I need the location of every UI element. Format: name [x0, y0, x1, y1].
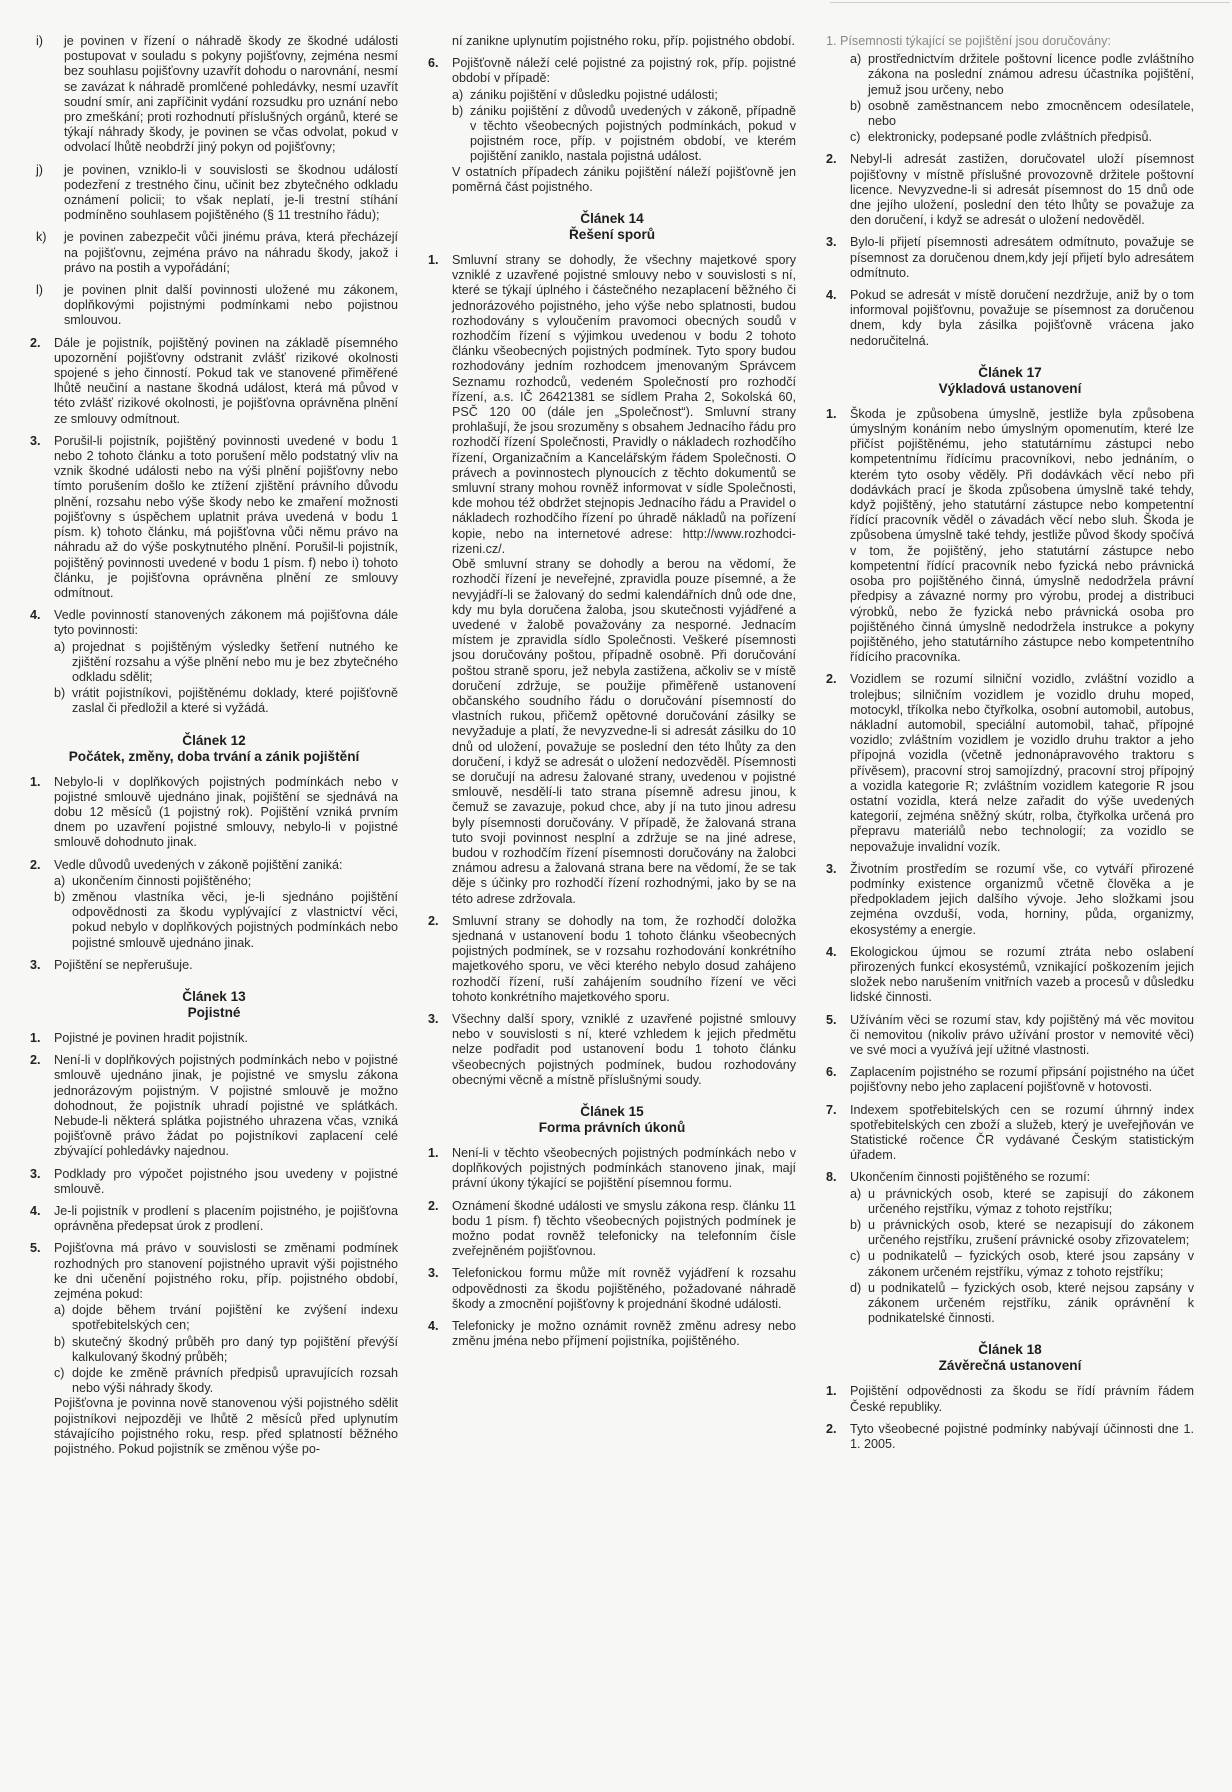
paragraph: 4. Ekologickou újmou se rozumí ztráta nebo oslabení přirozených funkcí ekosystémů, vznikající poškozením jejich složek nebo narušením vnitřních vazeb a procesů v důsledku lidské činnosti. — [826, 944, 1194, 1005]
list-item: j) je povinen, vzniklo-li v souvislosti se škodnou událostí podezření z trestného činu, učinit bez zbytečného odkladu oznámení policii; to však neplatí, je-li trestní stíhání podmíněno souhlasem pojištěného (§ 11 trestního řádu); — [36, 162, 398, 223]
article-heading: Článek 18 Závěrečná ustanovení — [938, 1342, 1082, 1374]
paragraph: 4. Je-li pojistník v prodlení s placením pojistného, je pojišťovna oprávněna předepsat úrok z prodlení. — [30, 1204, 398, 1234]
paragraph: 2. Smluvní strany se dohodly na tom, že rozhodčí doložka sjednaná v ustanovení bodu 1 tohoto článku všeobecných pojistných podmínek, se v rozsahu rozhodování konkrétního majetkového sporu, ve věci kterého nebylo dosud zahájeno rozhodčí řízení, ruší zahájením soudního řízení ve věci tohoto konkrétního majetkového sporu. — [428, 913, 796, 1004]
paragraph: 5. Pojišťovna má právo v souvislosti se změnami podmínek rozhodných pro stanovení pojistného upravit výši pojistného ke dni učenění pojistného roku, příp. pojistného období, zejména pokud: a) dojde během trvání pojištění ke zvýšení indexu spotřebitelských cen; b) skutečný škodný průběh pro daný typ pojištění převýší kalkulovaný škodný průběh; c) dojde ke změně právních předpisů upravujících rozsah nebo výši náhrady škody. Pojišťovna je povinna nově stanovenou výši pojistného sdělit pojistníkovi nejpozději ve lhůtě 2 měsíců před uplynutím stávajícího pojistného roku, resp. před splatností běžného pojistného. Pokud pojistník se změnou výše po- — [30, 1241, 398, 1457]
paragraph: 6. Zaplacením pojistného se rozumí připsání pojistného na účet pojišťovny nebo jeho zaplacení pojišťovně v hotovosti. — [826, 1065, 1194, 1095]
article-heading: Článek 13 Pojistné — [182, 988, 246, 1020]
paragraph: 6. Pojišťovně náleží celé pojistné za pojistný rok, příp. pojistné období v případě: a) zániku pojištění v důsledku pojistné události; b) zániku pojištění z důvodů uvedených v zákoně, případně v těchto všeobecných pojistných podmínkách, pokud v pojistném roce, příp. v pojistném období, ve kterém pojištění zaniklo, nastala pojistná událost. V ostatních případech zániku pojištění náleží pojišťovně jen poměrná část pojistného. — [428, 56, 796, 194]
paragraph: 3. Telefonickou formu může mít rovněž vyjádření k rozsahu odpovědnosti za škodu pojištěného, požadované náhradě škody a zmocnění pojišťovny k projednání škodné události. — [428, 1266, 796, 1311]
top-divider — [830, 2, 1230, 3]
paragraph: 3. Bylo-li přijetí písemnosti adresátem odmítnuto, považuje se písemnost za doručenou dnem,kdy její přijetí bylo adresátem odmítnuto. — [826, 235, 1194, 280]
paragraph: 3. Podklady pro výpočet pojistného jsou uvedeny v pojistné smlouvě. — [30, 1166, 398, 1196]
paragraph: 1. Nebylo-li v doplňkových pojistných podmínkách nebo v pojistné smlouvě ujednáno jinak, pojištění se sjednává na dobu 12 měsíců (1 pojistný rok). Pojištění vzniká prvním dnem po uzavření pojistné smlouvy, nebylo-li v pojistné smlouvě dohodnuto jinak. — [30, 774, 398, 850]
paragraph: 8. Ukončením činnosti pojištěného se rozumí: a) u právnických osob, které se zapisují do zákonem určeného rejstříku, výmaz z tohoto rejstříku; b) u právnických osob, které se nezapisují do zákonem určeného rejstříku, zrušení právnické osoby zřizovatelem; c) u podnikatelů – fyzických osob, které jsou zapsány v zákonem určeném rejstříku, výmaz z tohoto rejstříku; d) u podnikatelů – fyzických osob, které nejsou zapsány v zákonem určeném rejstříku, zánik oprávnění k podnikatelské činnosti. — [826, 1170, 1194, 1326]
paragraph: 2. Vozidlem se rozumí silniční vozidlo, zvláštní vozidlo a trolejbus; silničním vozidlem je vozidlo druhu moped, motocykl, tříkolka nebo čtyřkolka, osobní automobil, autobus, nákladní automobil, speciální automobil, tahač, přípojné vozidlo; zvláštním vozidlem je vozidlo druhu traktor a jeho přípojná vozidla (včetně jednonápravového traktoru s přívěsem), pracovní stroj samojízdný, pracovní stroj přípojný a vozidla kategorie R; zvláštním vozidlem kategorie R jsou ostatní vozidla, která nelze zařadit do výše uvedených kategorií, zejména sněžný skútr, rolba, čtyřkolka určená pro přepravu materiálů nebo technologií; za vozidlo se nepovažuje invalidní vozík. — [826, 672, 1194, 854]
paragraph: 2. Vedle důvodů uvedených v zákoně pojištění zaniká: a) ukončením činnosti pojištěného; b) změnou vlastníka věci, je-li sjednáno pojištění odpovědnosti za škodu vyplývající z vlastnictví věci, pokud nebylo v doplňkových pojistných podmínkách nebo pojistné smlouvě ujednáno jinak. — [30, 857, 398, 950]
article-heading: Článek 12 Počátek, změny, doba trvání a zánik pojištění — [68, 732, 360, 764]
column-middle: ní zanikne uplynutím pojistného roku, příp. pojistného období. 6. Pojišťovně náleží celé pojistné za pojistný rok, příp. pojistné období v případě: a) zániku pojištění v důsledku pojistné události; b) zániku pojištění z důvodů uvedených v zákoně, případně v těchto všeobecných pojistných podmínkách, pokud v pojistném roce, příp. v pojistném období, ve kterém pojištění zaniklo, nastala pojistná událost. V ostatních případech zániku pojištění náleží pojišťovně jen poměrná část pojistného. Článek 14 Řešení sporů 1. Smluvní strany se dohodly, že všechny majetkové spory vzniklé z uzavřené pojistné smlouvy nebo v souvislosti s ní, které se týkají úplného i částečného nezaplacení běžného či jednorázového pojistného, jeho výše nebo splatnosti, budou rozhodovány s vyloučením pravomoci obecných soudů v rozhodčím řízení s výjimkou uvedenou v bodu 2 tohoto článku všeobecných pojistných podmínek. Tyto spory budou rozhodovány jedním rozhodcem jmenovaným Správcem Seznamu rozhodců, vedeném Společností pro rozhodčí řízení, a.s. IČ 26421381 se sídlem Praha 2, Sokolská 60, PSČ 120 00 (dále jen „Společnost“). Smluvní strany prohlašují, že jsou srozuměny s obsahem Jednacího řádu pro rozhodčí řízení Společnosti, Pravidly o nákladech rozhodčího řízení, Organizačním a Kancelářským řádem Společnosti. O právech a povinnostech plynoucích z těchto dokumentů se smluvní strany mohou rovněž informovat v sídle Společnosti, kde mohou též obdržet stejnopis Jednacího řádu a Pravidel o nákladech rozhodčího řízení po úhradě nákladů na pořízení kopie, nebo na internetové adrese: http://www.rozhodci-rizeni.cz/. Obě smluvní strany se dohodly a berou na vědomí, že rozhodčí řízení je neveřejné, zpravidla pouze písemné, a že nevyjádří-li se žalovaný do sedmi kalendářních dnů ode dne, kdy mu byla doručena žaloba, jsou skutečnosti vyjádřené a uvedené v žalobě považovány za nesporné. Jednacím místem je zpravidla sídlo Společnosti. Veškeré písemnosti jsou doručovány poštou, případně osobně. Při doručování poštou straně sporu, jež nebyla zastižena, ačkoliv se v místě doručení zdržuje, se použije přiměřeně ustanovení občanského soudního řádu o doručování písemností do vlastních rukou, přičemž opětovné doručování zásilky se nevyžaduje a platí, že nevyzvedne-li si adresát zásilku do 10 dnů od uložení, považuje se poslední den této lhůty za den doručení, i když se adresát o uložení nedozvěděl. Písemnosti se doručují na adresu žalované strany, uvedenou v pojistné smlouvě, nesdělí-li tato strana písemně adresu jinou, k čemuž se zavazuje, pokud chce, aby jí na tuto jinou adresu byly písemnosti doručovány. V případě, že žalovaná strana tuto svoji povinnost nesplní a zdržuje se na jiné adrese, budou v rozhodčím řízení písemnosti doručovány na žalobci známou adresu a žalovaná strana bere na vědomí, že se tak děje s účinky pro rozhodčí řízení rozhodnými, jako by se na této adrese zdržovala. 2. Smluvní strany se dohodly na tom, že rozhodčí doložka sjednaná v ustanovení bodu 1 tohoto článku všeobecných pojistných podmínek, se v rozsahu rozhodování konkrétního majetkového sporu, ve věci kterého nebylo dosud zahájeno rozhodčí řízení, ruší zahájením soudního řízení ve věci tohoto konkrétního majetkového sporu. 3. Všechny další spory, vzniklé z uzavřené pojistné smlouvy nebo v souvislosti s ní, které vzhledem k jejich předmětu nelze podřadit pod ustanovení bodu 1 tohoto článku všeobecných pojistných podmínek, budou rozhodovány obecnými věcně a místně příslušnými soudy. Článek 15 Forma právních úkonů 1. Není-li v těchto všeobecných pojistných podmínkách nebo v doplňkových pojistných podmínkách stanoveno jinak, mají právní úkony týkající se pojištění písemnou formu. 2. Oznámení škodné události ve smyslu zákona resp. článku 11 bodu 1 písm. f) těchto všeobecných pojistných podmínek je možno podat rovněž telefonicky na telefonním čísle zveřejněném pojišťovnou. 3. Telefonickou formu může mít rovněž vyjádření k rozsahu odpovědnosti za škodu pojištěného, požadované náhradě škody a zmocnění pojišťovny k projednání škodné události. 4. Telefonicky je možno oznámit rovněž změnu adresy nebo změnu jména nebo příjmení pojistníka, pojištěného. — [428, 34, 796, 1349]
paragraph: 1. Škoda je způsobena úmyslně, jestliže byla způsobena úmyslným konáním nebo úmyslným opomenutím, které lze přičíst pojištěnému, jeho statutárnímu zástupci nebo kompetentnímu řídícímu pracovníkovi, nebo jednáním, o kterém tyto osoby věděly. Při dodávkách věcí nebo při dodávkách prací je škoda způsobena úmyslně také tehdy, když pojištěný, jeho statutární zástupce nebo kompetentní řídící pracovník věděl o závadách věcí nebo sluh. Škoda je způsobena úmyslně také tehdy, jestliže původ škody spočívá v tom, že pojištěný, jeho statutární zástupce nebo kompetentní řídící pracovník nebo fyzická nebo právnická osoba pro pojištěného činná, úmyslně nedodržela právní předpisy a závazné normy pro výrobu, prodej a distribuci výrobků, nebo že fyzická nebo právnická osoba pro pojištěného činná úmyslně nedodržela instrukce a pokyny pojištěného, jeho statutárního zástupce nebo kompetentního řídícího pracovníka. — [826, 406, 1194, 665]
paragraph: a) prostřednictvím držitele poštovní licence podle zvláštního zákona na poslední známou adresu účastníka pojištění, jemuž jsou určeny, nebo b) osobně zaměstnancem nebo zmocněncem odesílatele, nebo c) elektronicky, podepsané podle zvláštních předpisů. — [850, 52, 1194, 145]
column-left — [30, 34, 398, 1464]
paragraph: 3. Porušil-li pojistník, pojištěný povinnosti uvedené v bodu 1 nebo 2 tohoto článku a toto porušení mělo podstatný vliv na vznik škodné události nebo na výši plnění pojišťovny nebo tímto porušením došlo ke ztížení zjištění právního důvodu plnění, rozsahu nebo výše škody nebo ke zmaření možnosti pojišťovny s úspěchem uplatnit práva uvedená v bodu 1 písm. k) tohoto článku, má pojišťovna vůči němu právo na náhradu až do výše poskytnutého plnění. Porušil-li pojistník, pojištěný povinnosti uvedené v bodu 1 písm. f) nebo i) tohoto článku, je pojišťovna oprávněna plnění ze smlouvy odmítnout. — [30, 433, 398, 600]
column-right: 1. Písemnosti týkající se pojištění jsou doručovány: a) prostřednictvím držitele poštovní licence podle zvláštního zákona na poslední známou adresu účastníka pojištění, jemuž jsou určeny, nebo b) osobně zaměstnancem nebo zmocněncem odesílatele, nebo c) elektronicky, podepsané podle zvláštních předpisů. 2. Nebyl-li adresát zastižen, doručovatel uloží písemnost pojišťovny v místně příslušné provozovně držitele poštovní licence. Nevyzvedne-li si adresát písemnost do 15 dnů ode dne jejího uložení, poslední den této lhůty se považuje za den doručení, i když se adresát o uložení nedověděl. 3. Bylo-li přijetí písemnosti adresátem odmítnuto, považuje se písemnost za doručenou dnem,kdy její přijetí bylo adresátem odmítnuto. 4. Pokud se adresát v místě doručení nezdržuje, aniž by o tom informoval pojišťovnu, považuje se písemnost za doručenou dnem, kdy byla zásilka pojišťovně vrácena jako nedoručitelná. Článek 17 Výkladová ustanovení 1. Škoda je způsobena úmyslně, jestliže byla způsobena úmyslným konáním nebo úmyslným opomenutím, které lze přičíst pojištěnému, jeho statutárnímu zástupci nebo kompetentnímu řídícímu pracovníkovi, nebo jednáním, o kterém tyto osoby věděly. Při dodávkách věcí nebo při dodávkách prací je škoda způsobena úmyslně také tehdy, když pojištěný, jeho statutární zástupce nebo kompetentní řídící pracovník věděl o závadách věcí nebo sluh. Škoda je způsobena úmyslně také tehdy, jestliže původ škody spočívá v tom, že pojištěný, jeho statutární zástupce nebo kompetentní řídící pracovník nebo fyzická nebo právnická osoba pro pojištěného činná, úmyslně nedodržela právní předpisy a závazné normy pro výrobu, prodej a distribuci výrobků, nebo že fyzická nebo právnická osoba pro pojištěného činná úmyslně nedodržela instrukce a pokyny pojištěného, jeho statutárního zástupce nebo kompetentního řídícího pracovníka. 2. Vozidlem se rozumí silniční vozidlo, zvláštní vozidlo a trolejbus; silničním vozidlem je vozidlo druhu moped, motocykl, tříkolka nebo čtyřkolka, osobní automobil, autobus, nákladní automobil, speciální automobil, tahač, přípojné vozidlo; zvláštním vozidlem je vozidlo druhu traktor a jeho přípojná vozidla (včetně jednonápravového traktoru s přívěsem), pracovní stroj samojízdný, pracovní stroj přípojný a vozidla kategorie R; zvláštním vozidlem kategorie R jsou ostatní vozidla, která nelze zařadit do výše uvedených kategorií, zejména sněžný skútr, rolba, čtyřkolka určená pro přepravu materiálů nebo technologií; za vozidlo se nepovažuje invalidní vozík. 3. Životním prostředím se rozumí vše, co vytváří přirozené podmínky existence organizmů včetně člověka a je předpokladem jejich dalšího vývoje. Jeho složkami jsou zejména ovzduší, voda, horniny, půda, organizmy, ekosystémy a energie. 4. Ekologickou újmou se rozumí ztráta nebo oslabení přirozených funkcí ekosystémů, vznikající poškozením jejich složek nebo narušením vnitřních vazeb a procesů v důsledku lidské činnosti. 5. Užíváním věci se rozumí stav, kdy pojištěný má věc movitou či nemovitou (nikoliv právo užívání prostor v nemovité věci) ve své moci a využívá její užitné vlastnosti. 6. Zaplacením pojistného se rozumí připsání pojistného na účet pojišťovny nebo jeho zaplacení pojišťovně v hotovosti. 7. Indexem spotřebitelských cen se rozumí úhrnný index spotřebitelských cen zboží a služeb, který je uveřejňován ve Statistické ročence ČR vydávané Českým statistickým úřadem. 8. Ukončením činnosti pojištěného se rozumí: a) u právnických osob, které se zapisují do zákonem určeného rejstříku, výmaz z tohoto rejstříku; b) u právnických osob, které se nezapisují do zákonem určeného rejstříku, zrušení právnické osoby zřizovatelem; c) u podnikatelů – fyzických osob, které jsou zapsány v zákonem určeném rejstříku, výmaz z tohoto rejstříku; d) u podnikatelů – fyzických osob, které nejsou zapsány v zákonem určeném rejstříku, zánik oprávnění k podnikatelské činnosti. Článek 18 Závěrečná ustanovení 1. Pojištění odpovědnosti za škodu se řídí právním řádem České republiky. 2. Tyto všeobecné pojistné podmínky nabývají účinnosti dne 1. 1. 2005. — [826, 34, 1194, 1452]
article-heading: Článek 17 Výkladová ustanovení — [938, 364, 1082, 396]
paragraph: 3. Životním prostředím se rozumí vše, co vytváří přirozené podmínky existence organizmů včetně člověka a je předpokladem jejich dalšího vývoje. Jeho složkami jsou zejména ovzduší, voda, horniny, půda, organizmy, ekosystémy a energie. — [826, 861, 1194, 937]
paragraph: 3. Všechny další spory, vzniklé z uzavřené pojistné smlouvy nebo v souvislosti s ní, které vzhledem k jejich předmětu nelze podřadit pod ustanovení bodu 1 tohoto článku všeobecných pojistných podmínek, budou rozhodovány obecnými věcně a místně příslušnými soudy. — [428, 1011, 796, 1087]
list-item: l) je povinen plnit další povinnosti uložené mu zákonem, doplňkovými pojistnými podmínkami nebo pojistnou smlouvou. — [36, 283, 398, 328]
paragraph: 2. Nebyl-li adresát zastižen, doručovatel uloží písemnost pojišťovny v místně příslušné provozovně držitele poštovní licence. Nevyzvedne-li si adresát písemnost do 15 dnů ode dne jejího uložení, poslední den této lhůty se považuje za den doručení, i když se adresát o uložení nedověděl. — [826, 152, 1194, 228]
article-heading: Článek 14 Řešení sporů — [568, 211, 656, 243]
paragraph: 1. Pojištění odpovědnosti za škodu se řídí právním řádem České republiky. — [826, 1384, 1194, 1414]
paragraph: 7. Indexem spotřebitelských cen se rozumí úhrnný index spotřebitelských cen zboží a služeb, který je uveřejňován ve Statistické ročence ČR vydávané Českým statistickým úřadem. — [826, 1102, 1194, 1163]
list-item: i) je povinen v řízení o náhradě škody ze škodné události postupovat v souladu s pokyny pojišťovny, zejména nesmí bez souhlasu pojišťovny uzavřít dohodu o narovnání, nesmí se zavázat k náhradě promlčené pohledávky, nesmí uzavřít soudní smír, ani zapříčinit vydání rozsudku pro uznání nebo pro zmeškání; proti rozhodnutí příslušných orgánů, které se týkají náhrady škody, je povinen se včas odvolat, pokud v odvolací lhůtě neobdrží jiný pokyn od pojišťovny; — [36, 34, 398, 155]
paragraph: 4. Telefonicky je možno oznámit rovněž změnu adresy nebo změnu jména nebo příjmení pojistníka, pojištěného. — [428, 1319, 796, 1349]
article-heading: Článek 15 Forma právních úkonů — [538, 1104, 686, 1135]
paragraph: 3. Pojištění se nepřerušuje. — [30, 957, 193, 972]
paragraph: 1. Smluvní strany se dohodly, že všechny majetkové spory vzniklé z uzavřené pojistné smlouvy nebo v souvislosti s ní, které se týkají úplného i částečného nezaplacení běžného či jednorázového pojistného, jeho výše nebo splatnosti, budou rozhodovány s vyloučením pravomoci obecných soudů v rozhodčím řízení s výjimkou uvedenou v bodu 2 tohoto článku všeobecných pojistných podmínek. Tyto spory budou rozhodovány jedním rozhodcem jmenovaným Správcem Seznamu rozhodců, vedeném Společností pro rozhodčí řízení, a.s. IČ 26421381 se sídlem Praha 2, Sokolská 60, PSČ 120 00 (dále jen „Společnost“). Smluvní strany prohlašují, že jsou srozuměny s obsahem Jednacího řádu pro rozhodčí řízení Společnosti, Pravidly o nákladech rozhodčího řízení, Organizačním a Kancelářským řádem Společnosti. O právech a povinnostech plynoucích z těchto dokumentů se smluvní strany mohou rovněž informovat v sídle Společnosti, kde mohou též obdržet stejnopis Jednacího řádu a Pravidel o nákladech rozhodčího řízení po úhradě nákladů na pořízení kopie, nebo na internetové adrese: http://www.rozhodci-rizeni.cz/. Obě smluvní strany se dohodly a berou na vědomí, že rozhodčí řízení je neveřejné, zpravidla pouze písemné, a že nevyjádří-li se žalovaný do sedmi kalendářních dnů ode dne, kdy mu byla doručena žaloba, jsou skutečnosti vyjádřené a uvedené v žalobě považovány za nesporné. Jednacím místem je zpravidla sídlo Společnosti. Veškeré písemnosti jsou doručovány poštou, případně osobně. Při doručování poštou straně sporu, jež nebyla zastižena, ačkoliv se v místě doručení zdržuje, se použije přiměřeně ustanovení občanského soudního řádu o doručování písemností do vlastních rukou, přičemž opětovné doručování zásilky se nevyžaduje a platí, že nevyzvedne-li si adresát zásilku do 10 dnů od uložení, považuje se poslední den této lhůty za den doručení, i když se adresát o uložení nedozvěděl. Písemnosti se doručují na adresu žalované strany, uvedenou v pojistné smlouvě, nesdělí-li tato strana písemně adresu jinou, k čemuž se zavazuje, pokud chce, aby jí na tuto jinou adresu byly písemnosti doručovány. V případě, že žalovaná strana tuto svoji povinnost nesplní a zdržuje se na jiné adrese, budou v rozhodčím řízení písemnosti doručovány na žalobci známou adresu a žalovaná strana bere na vědomí, že se tak děje s účinky pro rozhodčí řízení rozhodnými, jako by se na této adrese zdržovala. — [428, 253, 796, 906]
paragraph: 2. Oznámení škodné události ve smyslu zákona resp. článku 11 bodu 1 písm. f) těchto všeobecných pojistných podmínek je možno podat rovněž telefonicky na telefonním čísle zveřejněném pojišťovnou. — [428, 1198, 796, 1259]
paragraph: 1. Není-li v těchto všeobecných pojistných podmínkách nebo v doplňkových pojistných podmínkách stanoveno jinak, mají právní úkony týkající se pojištění písemnou formu. — [428, 1146, 796, 1191]
paragraph: 1. Pojistné je povinen hradit pojistník. — [30, 1030, 248, 1045]
paragraph: 2. Tyto všeobecné pojistné podmínky nabývají účinnosti dne 1. 1. 2005. — [826, 1421, 1194, 1452]
paragraph: 5. Užíváním věci se rozumí stav, kdy pojištěný má věc movitou či nemovitou (nikoliv právo užívání prostor v nemovité věci) ve své moci a využívá její užitné vlastnosti. — [826, 1012, 1194, 1057]
paragraph: 2. Není-li v doplňkových pojistných podmínkách nebo v pojistné smlouvě ujednáno jinak, je pojistné ve smyslu zákona jednorázovým pojistným. V pojistné smlouvě je možno dohodnout, že pojistník uhradí pojistné ve splátkách. Nebude-li některá splátka pojistného uhrazena včas, vzniká pojišťovně právo žádat po pojistníkovi zaplacení celé zbývající pohledávky najednou. — [30, 1053, 398, 1159]
paragraph: 4. Vedle povinností stanovených zákonem má pojišťovna dále tyto povinnosti: a) projednat s pojištěným výsledky šetření nutného ke zjištění rozsahu a výše plnění nebo mu je bez zbytečného odkladu sdělit; b) vrátit pojistníkovi, pojištěnému doklady, které pojišťovně zaslal či předložil a které si vyžádá. — [30, 608, 398, 716]
list-item: k) je povinen zabezpečit vůči jinému práva, která přecházejí na pojišťovnu, zejména právo na náhradu škody, jakož i právo na postih a vypořádání; — [36, 230, 398, 275]
paragraph: 2. Dále je pojistník, pojištěný povinen na základě písemného upozornění pojišťovny odstranit zvlášť rizikové okolnosti spojené s jeho činností. Pokud tak ve stanovené přiměřené lhůtě neučiní a nastane škodná událost, která má původ v této zvlášť rizikové okolnosti, je pojišťovna oprávněna plnění ze smlouvy odmítnout. — [30, 335, 398, 426]
paragraph: 4. Pokud se adresát v místě doručení nezdržuje, aniž by o tom informoval pojišťovnu, považuje se písemnost za doručenou dnem, kdy byla zásilka pojišťovně vrácena jako nedoručitelná. — [826, 288, 1194, 348]
